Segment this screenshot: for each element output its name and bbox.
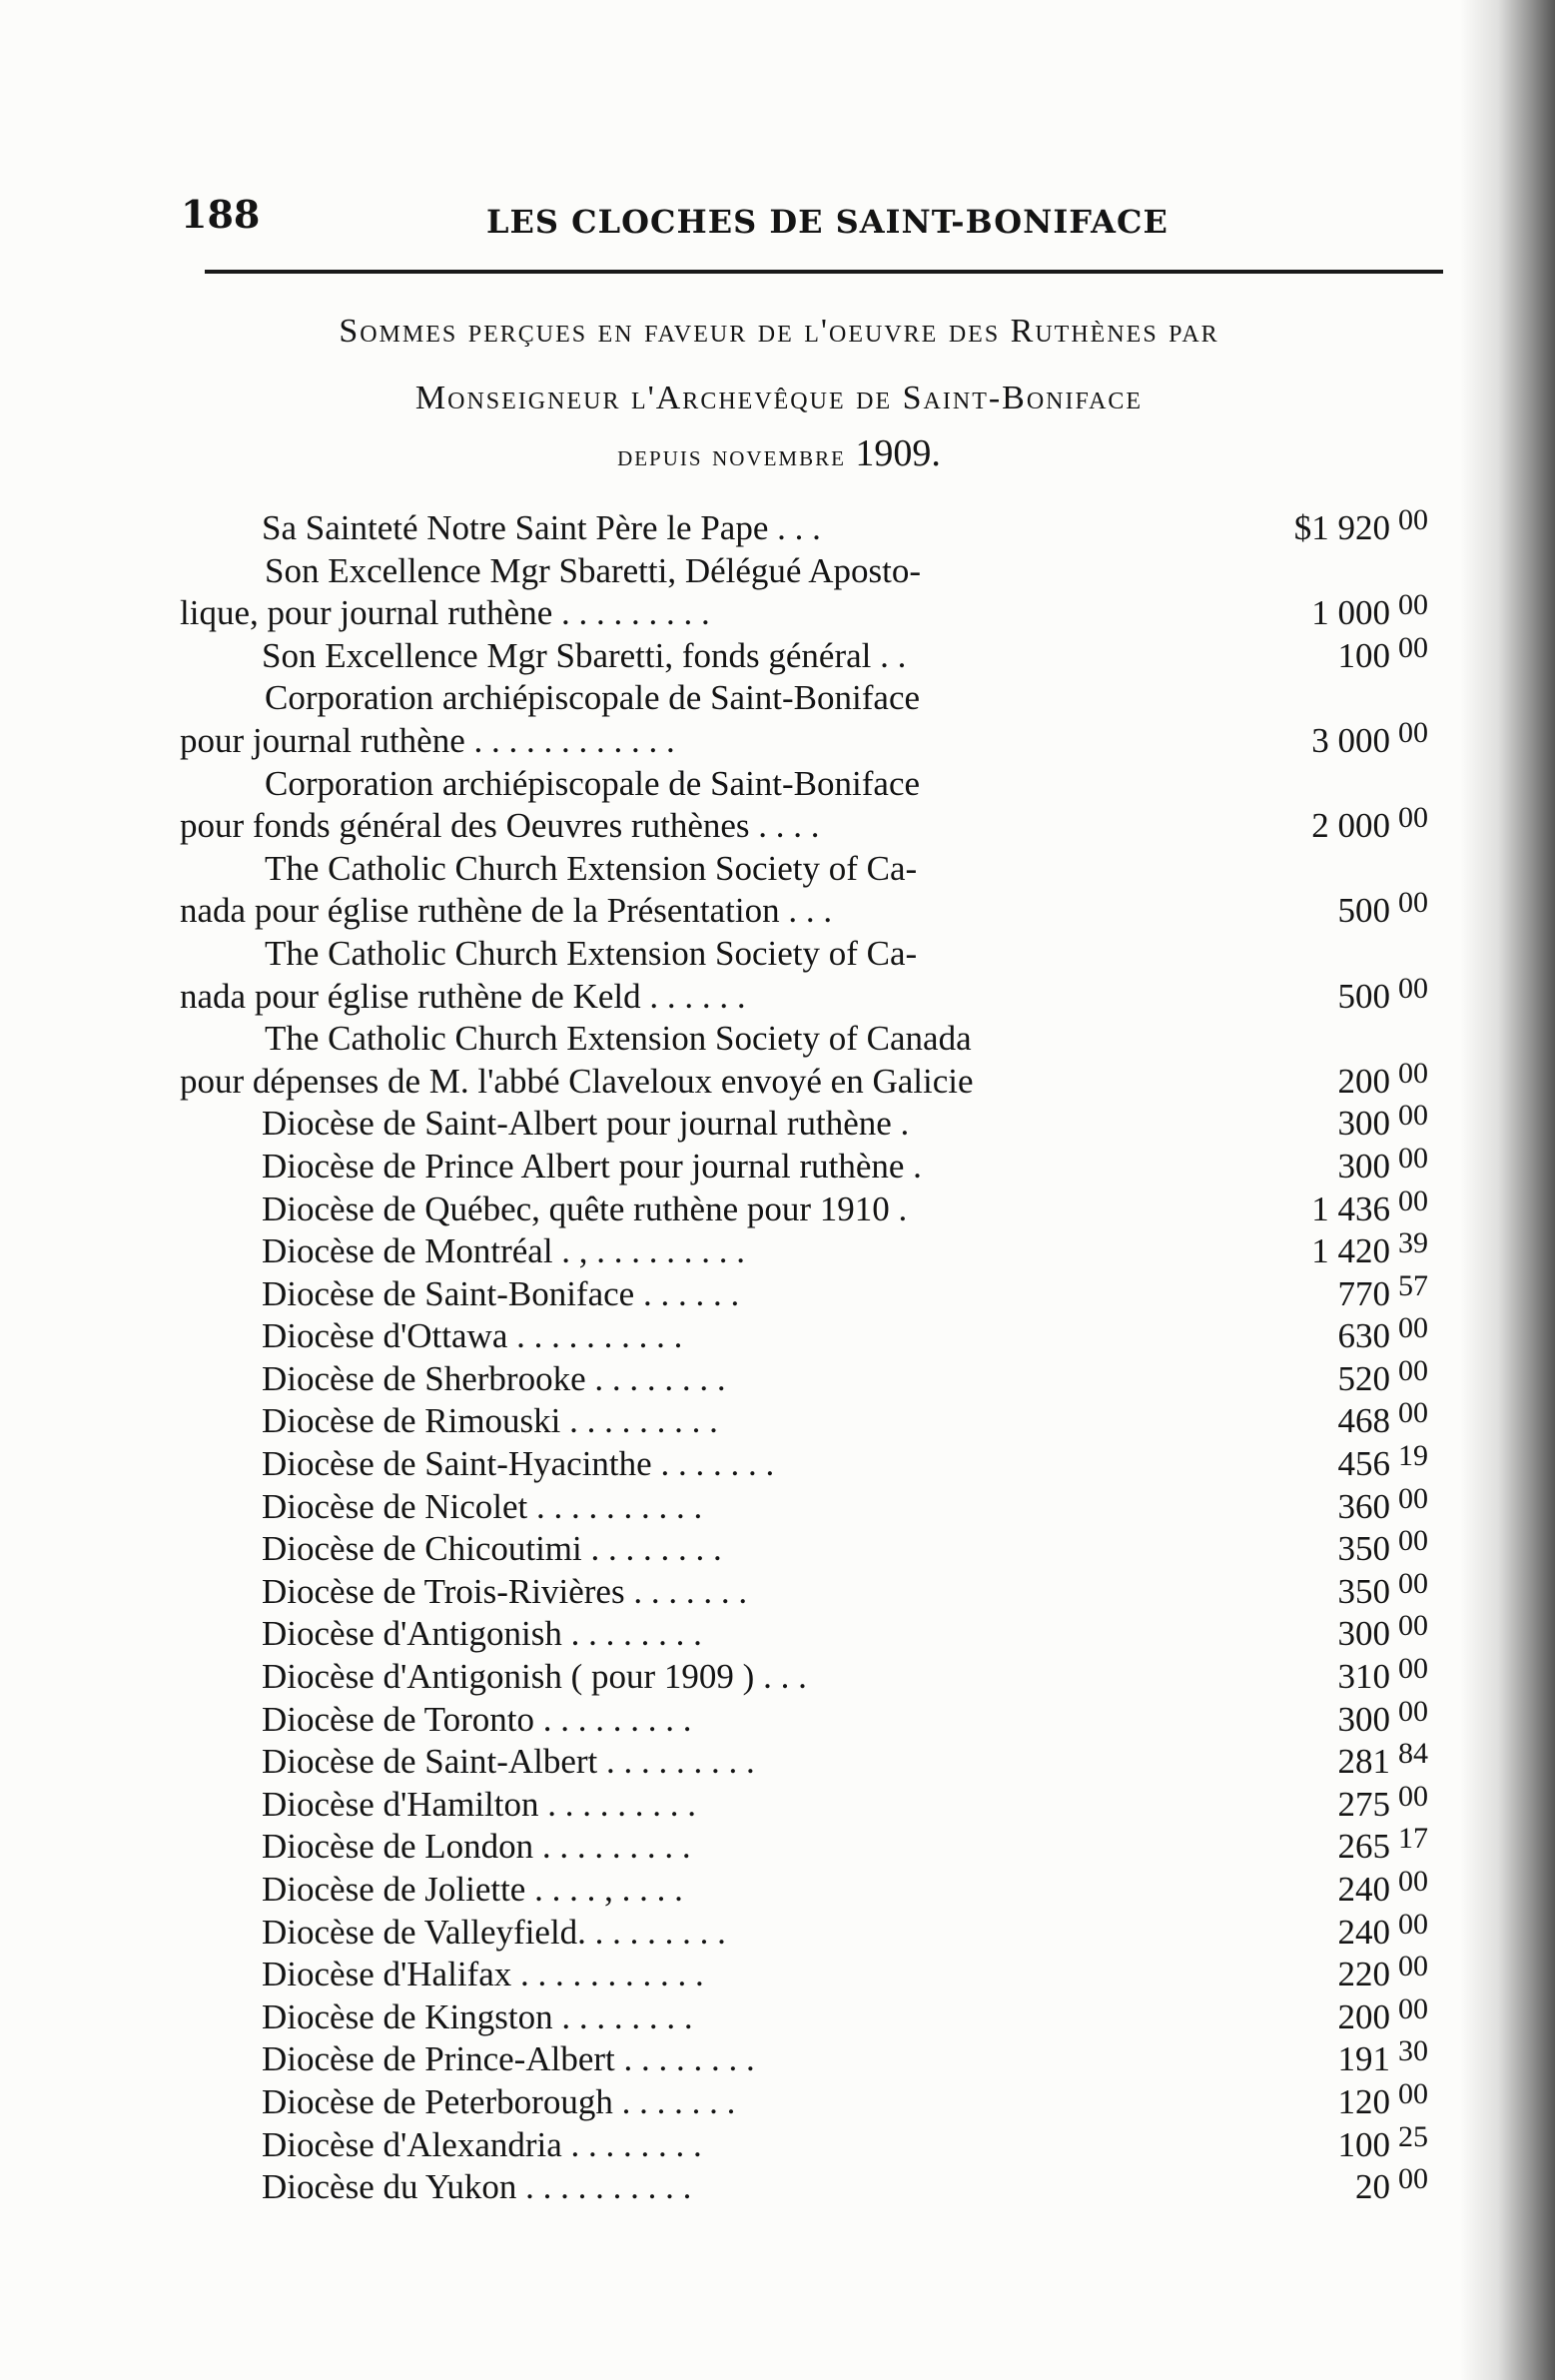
amount-dollars: 630 [1337,1316,1390,1356]
amount-cents: 19 [1398,1439,1428,1473]
amount-cents: 57 [1398,1268,1428,1302]
running-title: LES CLOCHES DE SAINT-BONIFACE [486,203,1168,241]
entry-description: Diocèse de Toronto . . . . . . . . . [262,1699,692,1739]
amount-cents: 00 [1398,801,1428,835]
amount-dollars: 3 000 [1311,720,1390,760]
amount-cents: 39 [1398,1226,1428,1260]
entry-description: Corporation archiépiscopale de Saint-Boniface [265,763,921,803]
amount-cents: 00 [1398,1652,1428,1686]
entry-description: The Catholic Church Extension Society of Ca- [265,933,918,973]
amount-dollars: 191 [1337,2039,1390,2079]
amount-cents: 00 [1398,971,1428,1005]
donation-entry [0,677,1555,762]
entry-description-continued: nada pour église ruthène de la Présentation . . . [180,891,833,931]
amount-dollars: 300 [1337,1146,1390,1186]
entry-description: Diocèse de Saint-Hyacinthe . . . . . . . [262,1444,775,1484]
heading-line-3 [180,431,1378,475]
entry-description-continued: pour journal ruthène . . . . . . . . . . . . [180,720,675,760]
entry-description: The Catholic Church Extension Society of Canada [265,1019,972,1059]
amount-dollars: 265 [1337,1827,1390,1867]
entry-description: Diocèse de Joliette . . . . , . . . . [262,1870,683,1909]
amount-dollars: 350 [1337,1571,1390,1611]
heading-line-1: Sommes perçues en faveur de l'oeuvre des Ruthènes par [339,313,1219,350]
entry-description: Diocèse du Yukon . . . . . . . . . . [262,2167,692,2207]
entry-description: Diocèse d'Halifax . . . . . . . . . . . [262,1955,704,1994]
amount-dollars: 468 [1337,1401,1390,1441]
entry-description: Diocèse de Prince Albert pour journal ruthène . [262,1146,922,1186]
amount-cents: 00 [1398,1056,1428,1090]
donation-entry [0,2162,1555,2209]
amount-cents: 00 [1398,1311,1428,1345]
amount-cents: 00 [1398,1779,1428,1813]
entry-description: Son Excellence Mgr Sbaretti, Délégué Aposto- [265,550,922,590]
amount-dollars: 1 000 [1311,593,1390,633]
page-number: 188 [181,192,261,237]
amount-cents: 00 [1398,503,1428,536]
donation-entry [0,1018,1555,1103]
amount-cents: 00 [1398,1865,1428,1898]
amount-cents: 00 [1398,1694,1428,1728]
amount-cents: 00 [1398,1141,1428,1175]
amount-dollars: 220 [1337,1955,1390,1994]
amount-cents: 00 [1398,1184,1428,1217]
entry-description: Diocèse de Trois-Rivières . . . . . . . [262,1571,748,1611]
entry-description: Diocèse de Sherbrooke . . . . . . . . [262,1358,726,1398]
amount-cents: 30 [1398,2034,1428,2068]
amount-dollars: 1 436 [1311,1189,1390,1228]
entry-description: Diocèse d'Alexandria . . . . . . . . [262,2124,702,2164]
donation-entry [0,550,1555,635]
entry-description-continued: lique, pour journal ruthène . . . . . . . . . [180,593,710,633]
donation-entry [0,630,1555,678]
entry-description: Diocèse de Prince-Albert . . . . . . . . [262,2039,755,2079]
entry-description-continued: pour fonds général des Oeuvres ruthènes . . . . [180,806,820,846]
entry-amount [1240,712,1440,763]
entry-amount [1240,627,1440,678]
amount-dollars: 310 [1337,1657,1390,1697]
donation-entry [0,848,1555,933]
amount-cents: 00 [1398,1396,1428,1430]
entry-description: Diocèse de Kingston . . . . . . . . [262,1996,693,2036]
entry-description: Son Excellence Mgr Sbaretti, fonds général . . [262,635,907,675]
entry-description: Diocèse de Québec, quête ruthène pour 1910 . [262,1189,908,1228]
amount-dollars: 120 [1337,2081,1390,2121]
amount-dollars: 1 420 [1311,1231,1390,1271]
entry-description: Diocèse de London . . . . . . . . . [262,1827,691,1867]
amount-cents: 00 [1398,588,1428,622]
entry-amount [1240,797,1440,848]
amount-dollars: 100 [1337,635,1390,675]
amount-dollars: 770 [1337,1273,1390,1313]
amount-cents: 17 [1398,1822,1428,1856]
amount-cents: 00 [1398,1353,1428,1387]
amount-dollars: 360 [1337,1486,1390,1526]
amount-dollars: 300 [1337,1614,1390,1654]
entry-description: Diocèse de Peterborough . . . . . . . [262,2081,736,2121]
amount-cents: 00 [1398,715,1428,749]
amount-dollars: 20 [1355,2167,1390,2207]
amount-cents: 00 [1398,1950,1428,1983]
header-rule [205,270,1443,274]
entry-description-continued: pour dépenses de M. l'abbé Claveloux envoyé en Galicie [180,1061,974,1101]
heading-year: 1909. [855,432,941,474]
entry-description: Diocèse de Valleyfield. . . . . . . . . [262,1912,726,1952]
donation-entry [0,933,1555,1018]
entry-amount [1240,882,1440,933]
amount-cents: 00 [1398,2076,1428,2110]
amount-cents: 00 [1398,1609,1428,1643]
entry-amount [1240,2158,1440,2209]
amount-dollars: 500 [1337,976,1390,1016]
entry-description: Corporation archiépiscopale de Saint-Boniface [265,678,921,718]
amount-cents: 00 [1398,1524,1428,1558]
entry-description-continued: nada pour église ruthène de Keld . . . . . . [180,976,746,1016]
entry-description: The Catholic Church Extension Society of Ca- [265,848,918,888]
amount-dollars: 281 [1337,1742,1390,1782]
entry-description: Diocèse d'Antigonish ( pour 1909 ) . . . [262,1657,807,1697]
amount-dollars: 2 000 [1311,806,1390,846]
donation-entry [0,763,1555,848]
donations-list [0,503,1555,2209]
entry-description: Diocèse de Nicolet . . . . . . . . . . [262,1486,703,1526]
entry-description: Sa Sainteté Notre Saint Père le Pape . . . [262,508,821,547]
amount-dollars: 350 [1337,1529,1390,1569]
amount-cents: 00 [1398,1566,1428,1600]
entry-description: Diocèse de Chicoutimi . . . . . . . . [262,1529,722,1569]
entry-amount [1240,968,1440,1019]
amount-dollars: 200 [1337,1061,1390,1101]
entry-amount [1240,499,1440,550]
amount-cents: 00 [1398,1099,1428,1133]
amount-cents: 00 [1398,1991,1428,2025]
amount-dollars: 456 [1337,1444,1390,1484]
amount-dollars: 520 [1337,1358,1390,1398]
entry-description: Diocèse de Montréal . , . . . . . . . . . [262,1231,746,1271]
amount-cents: 00 [1398,1907,1428,1941]
amount-cents: 00 [1398,630,1428,664]
amount-dollars: 100 [1337,2124,1390,2164]
amount-dollars: 300 [1337,1104,1390,1144]
amount-dollars: 240 [1337,1870,1390,1909]
amount-cents: 00 [1398,1481,1428,1515]
amount-dollars: 240 [1337,1912,1390,1952]
amount-cents: 84 [1398,1737,1428,1771]
amount-dollars: 500 [1337,891,1390,931]
entry-description: Diocèse de Rimouski . . . . . . . . . [262,1401,718,1441]
amount-cents: 00 [1398,2162,1428,2196]
entry-description: Diocèse d'Antigonish . . . . . . . . [262,1614,702,1654]
entry-description: Diocèse de Saint-Boniface . . . . . . [262,1273,740,1313]
amount-dollars: 300 [1337,1699,1390,1739]
amount-cents: 00 [1398,886,1428,920]
amount-dollars: 200 [1337,1996,1390,2036]
entry-description: Diocèse d'Hamilton . . . . . . . . . [262,1784,696,1824]
entry-description: Diocèse de Saint-Albert pour journal ruthène . [262,1104,910,1144]
donation-entry [0,503,1555,550]
amount-cents: 25 [1398,2119,1428,2153]
amount-dollars: $1 920 [1293,508,1390,547]
entry-description: Diocèse de Saint-Albert . . . . . . . . . [262,1742,755,1782]
heading-line-2: Monseigneur l'Archevêque de Saint-Boniface [414,380,1144,416]
amount-dollars: 275 [1337,1784,1390,1824]
heading-date-text: depuis novembre [617,439,846,472]
entry-description: Diocèse d'Ottawa . . . . . . . . . . [262,1316,683,1356]
